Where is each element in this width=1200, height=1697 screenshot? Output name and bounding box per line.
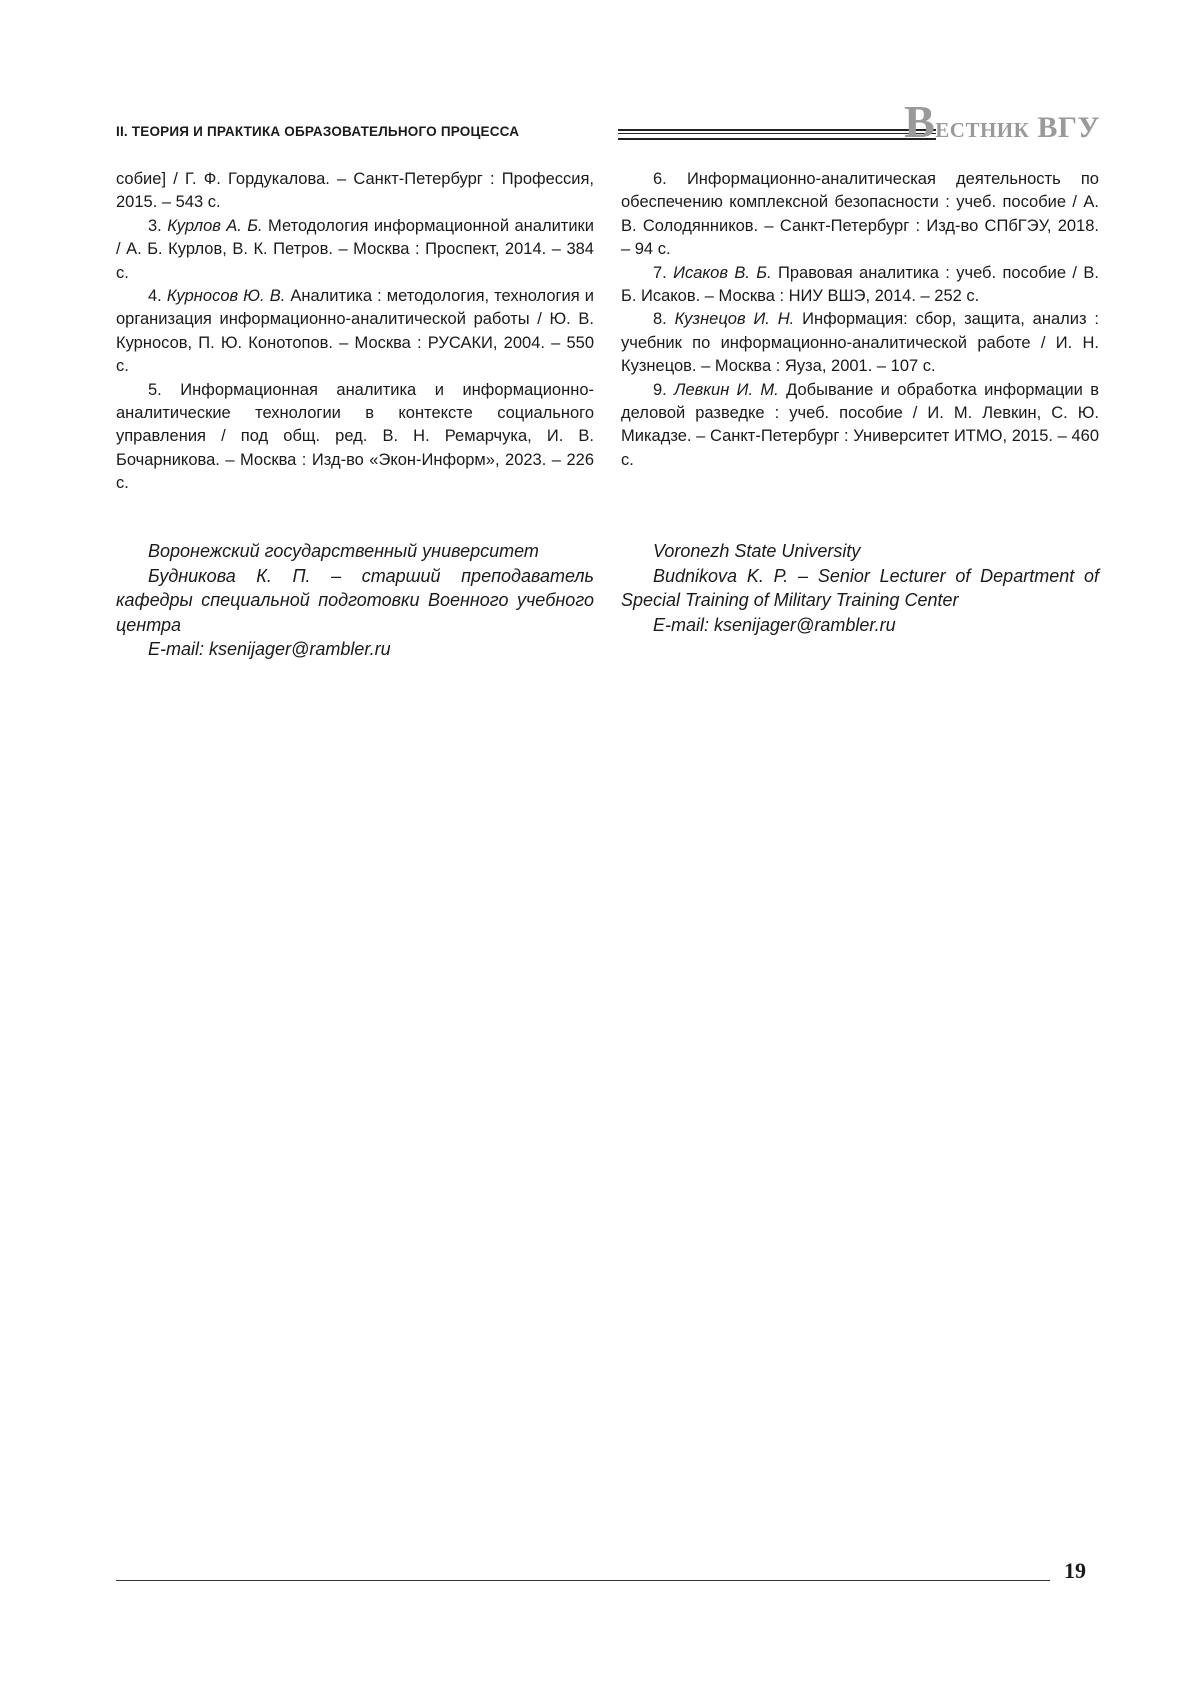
- journal-title-abbr: ВГУ: [1037, 111, 1100, 144]
- section-title: II. ТЕОРИЯ И ПРАКТИКА ОБРАЗОВАТЕЛЬНОГО ПРОЦЕССА: [116, 124, 520, 139]
- reference-item: [116, 379, 594, 496]
- reference-item: [116, 285, 594, 379]
- reference-item: [621, 168, 1099, 262]
- journal-title-rest: естник: [935, 111, 1030, 144]
- reference-number: 4.: [148, 287, 167, 306]
- references-left-column: [116, 168, 594, 496]
- reference-text: Методология информационной аналитики / А. Б. Курлов, В. К. Петров. – Москва : Проспект, 2014. – 384 с.: [116, 216, 594, 282]
- reference-number: 3.: [148, 216, 168, 235]
- reference-item: [116, 215, 594, 285]
- affiliation-russian: [116, 539, 594, 662]
- reference-number: 8.: [653, 310, 675, 329]
- reference-number: 9.: [653, 380, 675, 399]
- reference-item: [621, 379, 1099, 473]
- affiliation-author: Budnikova K. P. – Senior Lecturer of Department of Special Training of Military Training Center: [621, 565, 1099, 611]
- header-decorative-rule: [618, 129, 936, 140]
- affiliation-author: Будникова К. П. – старший преподаватель кафедры специальной подготовки Военного учебного центра: [116, 565, 594, 635]
- reference-author: Курлов А. Б.: [167, 216, 263, 235]
- reference-text: Аналитика : методология, технология и организация информационно-аналитической работы / Ю. В. Курносов, П. Ю. Конотопов. – Москва : РУСАКИ, 2004. – 550 с.: [116, 287, 594, 376]
- journal-title-initial: В: [904, 96, 936, 147]
- reference-author: Исаков В. Б.: [673, 263, 772, 282]
- reference-author: Курносов Ю. В.: [166, 287, 286, 306]
- affiliation-english: [621, 539, 1099, 637]
- reference-number: 6.: [653, 170, 687, 188]
- reference-text: Правовая аналитика : учеб. пособие / В. Б. Исаков. – Москва : НИУ ВШЭ, 2014. – 252 с.: [621, 263, 1099, 306]
- journal-title: [904, 96, 1100, 147]
- reference-text: Информационно-аналитическая деятельность по обеспечению комплексной безопасности : учеб. пособие / А. В. Солодянников. – Санкт-Петербург : Изд-во СПбГЭУ, 2018. – 94 с.: [621, 170, 1099, 259]
- reference-text: Информация: сбор, защита, анализ : учебник по информационно-аналитической работе / И. Н. Кузнецов. – Москва : Яуза, 2001. – 107 с.: [621, 310, 1099, 376]
- reference-item: [116, 168, 594, 215]
- reference-author: Кузнецов И. Н.: [674, 310, 795, 329]
- footer-rule: [116, 1580, 1050, 1581]
- affiliation-university: Воронежский государственный университет: [148, 541, 539, 561]
- page-number: 19: [1064, 1558, 1086, 1583]
- affiliation-email: E-mail: ksenijager@rambler.ru: [148, 639, 391, 660]
- affiliation-university: Voronezh State University: [653, 541, 861, 561]
- reference-item: [621, 262, 1099, 309]
- reference-number: 7.: [653, 263, 674, 282]
- references-right-column: [621, 168, 1099, 472]
- running-header: [116, 96, 1100, 147]
- reference-author: Левкин И. М.: [674, 380, 779, 399]
- affiliation-email: E-mail: ksenijager@rambler.ru: [653, 614, 896, 635]
- reference-text: Информационная аналитика и информационно-аналитические технологии в контексте социального управления / под общ. ред. В. Н. Ремарчука, И. В. Бочарникова. – Москва : Изд-во «Экон-Информ», 2023. – 226 с.: [116, 380, 594, 493]
- reference-item: [621, 308, 1099, 378]
- reference-number: 5.: [148, 380, 181, 399]
- reference-text: собие] / Г. Ф. Гордукалова. – Санкт-Петербург : Профессия, 2015. – 543 с.: [116, 170, 594, 212]
- reference-text: Добывание и обработка информации в деловой разведке : учеб. пособие / И. М. Левкин, С. Ю. Микадзе. – Санкт-Петербург : Университет ИТМО, 2015. – 460 с.: [621, 380, 1099, 469]
